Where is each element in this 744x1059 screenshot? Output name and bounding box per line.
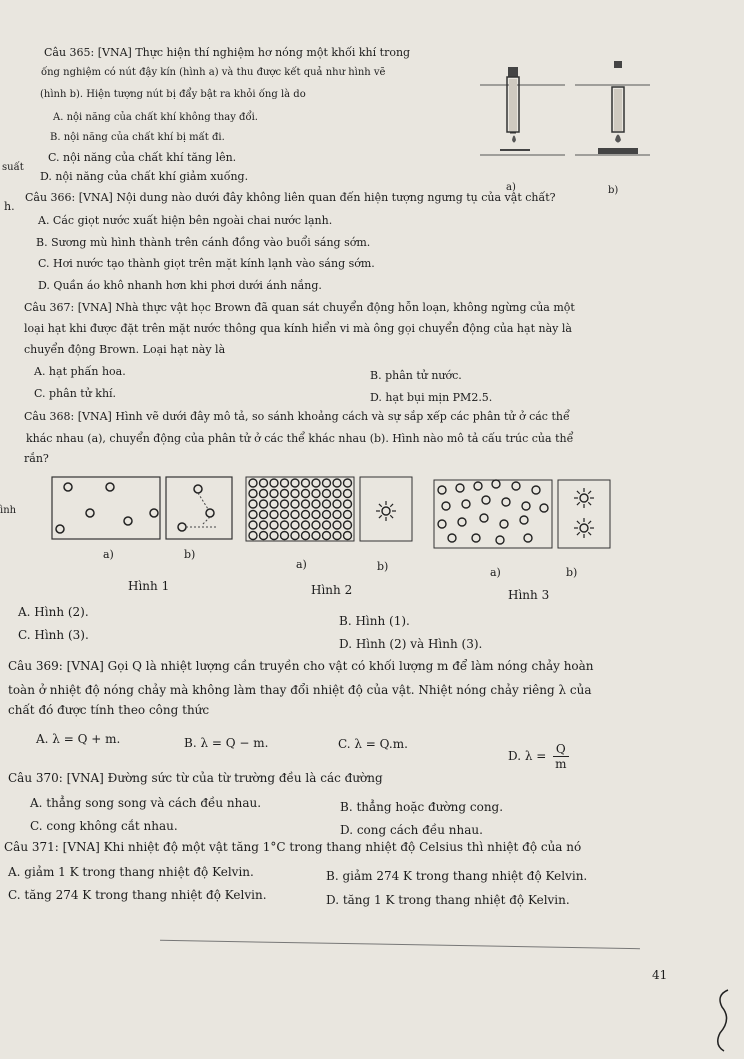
solid-molecule: [333, 500, 341, 508]
sub-label-a: a): [490, 566, 501, 579]
margin-mark: suất: [2, 162, 24, 173]
liquid-molecule: [458, 518, 466, 526]
margin-mark: h.: [4, 200, 15, 213]
solid-molecule: [323, 479, 331, 487]
option-a: A. λ = Q + m.: [36, 732, 121, 746]
motion-tick: [379, 515, 382, 518]
option-a: A. giảm 1 K trong thang nhiệt độ Kelvin.: [8, 865, 254, 879]
option-b: B. nội năng của chất khí bị mất đi.: [50, 132, 225, 143]
option-c: C. cong không cắt nhau.: [30, 819, 178, 833]
solid-molecule: [312, 532, 320, 540]
motion-tick: [390, 504, 393, 507]
option-c: C. λ = Q.m.: [338, 737, 408, 751]
solid-molecule: [344, 479, 352, 487]
question-stem: chất đó được tính theo công thức: [8, 703, 210, 717]
solid-molecule: [249, 500, 257, 508]
figure-frame: [434, 480, 552, 548]
liquid-molecule: [496, 536, 504, 544]
liquid-molecule: [512, 482, 520, 490]
option-c: C. Hơi nước tạo thành giọt trên mặt kính lạnh vào sáng sớm.: [38, 257, 375, 270]
solid-molecule: [281, 521, 289, 529]
option-a: A. hạt phấn hoa.: [34, 365, 126, 378]
option-b: B. thẳng hoặc đường cong.: [340, 800, 504, 814]
liquid-molecule: [456, 484, 464, 492]
solid-molecule: [344, 511, 352, 519]
liquid-molecule: [524, 534, 532, 542]
solid-molecule: [249, 479, 257, 487]
question-stem: loại hạt khi được đặt trên mặt nước thông qua kính hiển vi mà ông gọi chuyển động của hạt này là: [24, 322, 572, 335]
question-stem: Câu 365: [VNA] Thực hiện thí nghiệm hơ nóng một khối khí trong: [44, 46, 411, 59]
solid-molecule: [291, 479, 299, 487]
solid-molecule: [291, 521, 299, 529]
option-d: D. cong cách đều nhau.: [340, 823, 483, 837]
option-d: D. Hình (2) và Hình (3).: [339, 637, 483, 651]
liquid-molecule: [474, 482, 482, 490]
solid-molecule: [249, 511, 257, 519]
solid-molecule: [249, 532, 257, 540]
solid-molecule: [333, 532, 341, 540]
solid-molecule: [333, 490, 341, 498]
page-number: 41: [652, 968, 668, 982]
sub-label-a: a): [296, 558, 307, 571]
solid-molecule: [249, 490, 257, 498]
liquid-molecule: [480, 514, 488, 522]
solid-molecule: [323, 500, 331, 508]
solid-molecule: [249, 521, 257, 529]
solid-molecule: [312, 479, 320, 487]
option-c: C. Hình (3).: [18, 628, 89, 642]
solid-molecule: [270, 511, 278, 519]
liquid-molecule: [438, 486, 446, 494]
option-c: C. nội năng của chất khí tăng lên.: [48, 151, 237, 164]
test-tube-figure: [470, 55, 670, 195]
question-stem: Câu 371: [VNA] Khi nhiệt độ một vật tăng 1°C trong thang nhiệt độ Celsius thì nhiệt độ của nó: [4, 840, 582, 854]
solid-molecule: [291, 532, 299, 540]
option-b: B. phân tử nước.: [370, 369, 462, 382]
option-d: [508, 742, 569, 771]
figure-3-liquid: [432, 478, 612, 553]
liquid-molecule: [520, 516, 528, 524]
option-d-prefix: D. λ =: [508, 749, 547, 763]
solid-molecule: [312, 490, 320, 498]
liquid-molecule: [448, 534, 456, 542]
vibrating-molecule: [382, 507, 390, 515]
solid-molecule: [312, 511, 320, 519]
solid-molecule: [291, 511, 299, 519]
option-b: B. giảm 274 K trong thang nhiệt độ Kelvin.: [326, 869, 588, 883]
solid-molecule: [302, 490, 310, 498]
solid-molecule: [260, 532, 268, 540]
solid-molecule: [281, 500, 289, 508]
solid-molecule: [323, 511, 331, 519]
solid-molecule: [344, 532, 352, 540]
fraction-denominator: m: [555, 757, 567, 771]
sub-label-b: b): [566, 566, 578, 579]
solid-molecule: [333, 479, 341, 487]
figure-label-a: a): [506, 182, 516, 193]
option-d: D. tăng 1 K trong thang nhiệt độ Kelvin.: [326, 893, 570, 907]
solid-molecule: [270, 500, 278, 508]
motion-tick: [577, 502, 580, 505]
solid-molecule: [260, 490, 268, 498]
solid-molecule: [312, 521, 320, 529]
motion-tick: [390, 515, 393, 518]
footer-rule: [160, 940, 640, 949]
solid-molecule: [344, 490, 352, 498]
question-stem: Câu 366: [VNA] Nội dung nào dưới đây không liên quan đến hiện tượng ngưng tụ của vật chất?: [25, 191, 556, 204]
solid-molecule: [344, 500, 352, 508]
liquid-molecule: [482, 496, 490, 504]
question-stem: toàn ở nhiệt độ nóng chảy mà không làm thay đổi nhiệt độ của vật. Nhiệt nóng chảy riêng λ của: [8, 683, 592, 697]
solid-molecule: [270, 532, 278, 540]
solid-molecule: [344, 521, 352, 529]
figure-frame: [360, 477, 412, 541]
motion-tick: [379, 504, 382, 507]
question-stem: rắn?: [24, 452, 49, 465]
solid-molecule: [270, 521, 278, 529]
solid-molecule: [333, 521, 341, 529]
solid-molecule: [302, 500, 310, 508]
figure-label-b: b): [608, 185, 619, 196]
vibrating-molecule: [580, 524, 588, 532]
liquid-molecule: [522, 502, 530, 510]
liquid-molecule: [438, 520, 446, 528]
question-stem: chuyển động Brown. Loại hạt này là: [24, 343, 226, 356]
question-stem: ống nghiệm có nút đậy kín (hình a) và thu được kết quả như hình vẽ: [41, 67, 386, 78]
motion-tick: [577, 532, 580, 535]
solid-molecule: [260, 479, 268, 487]
question-stem: Câu 370: [VNA] Đường sức từ của từ trường đều là các đường: [8, 771, 383, 785]
option-b: B. Sương mù hình thành trên cánh đồng vào buổi sáng sớm.: [36, 236, 371, 249]
motion-tick: [588, 521, 591, 524]
solid-molecule: [302, 532, 310, 540]
figure-2-solid: [244, 475, 414, 545]
vibrating-molecule: [580, 494, 588, 502]
sub-label-b: b): [184, 548, 196, 561]
option-c: C. tăng 274 K trong thang nhiệt độ Kelvin.: [8, 888, 267, 902]
figure-1-gas: [50, 475, 235, 545]
solid-molecule: [291, 500, 299, 508]
option-a: A. thẳng song song và cách đều nhau.: [30, 796, 262, 810]
motion-tick: [577, 521, 580, 524]
liquid-molecule: [540, 504, 548, 512]
option-d: D. Quần áo khô nhanh hơn khi phơi dưới ánh nắng.: [38, 279, 322, 292]
motion-tick: [577, 491, 580, 494]
solid-molecule: [281, 490, 289, 498]
solid-molecule: [281, 511, 289, 519]
motion-tick: [588, 532, 591, 535]
option-a: A. Các giọt nước xuất hiện bên ngoài chai nước lạnh.: [38, 214, 333, 227]
solid-molecule: [270, 490, 278, 498]
sub-label-b: b): [377, 560, 389, 573]
liquid-molecule: [500, 520, 508, 528]
solid-molecule: [323, 532, 331, 540]
liquid-molecule: [502, 498, 510, 506]
solid-molecule: [281, 532, 289, 540]
liquid-molecule: [442, 502, 450, 510]
margin-mark: ình: [0, 505, 17, 516]
solid-molecule: [302, 521, 310, 529]
sub-label-a: a): [103, 548, 114, 561]
figure-title-1: Hình 1: [128, 579, 170, 593]
solid-molecule: [260, 511, 268, 519]
solid-molecule: [323, 521, 331, 529]
solid-molecule: [260, 521, 268, 529]
solid-molecule: [260, 500, 268, 508]
motion-tick: [588, 491, 591, 494]
question-stem: (hình b). Hiện tượng nút bị đẩy bật ra khỏi ống là do: [40, 89, 306, 100]
liquid-molecule: [472, 534, 480, 542]
solid-molecule: [312, 500, 320, 508]
fraction-numerator: Q: [553, 742, 568, 757]
option-b: B. λ = Q − m.: [184, 736, 269, 750]
option-b: B. Hình (1).: [339, 614, 410, 628]
solid-molecule: [302, 479, 310, 487]
solid-molecule: [291, 490, 299, 498]
solid-molecule: [333, 511, 341, 519]
question-stem: Câu 367: [VNA] Nhà thực vật học Brown đã quan sát chuyển động hỗn loạn, không ngừng của một: [24, 301, 575, 314]
option-c: C. phân tử khí.: [34, 387, 117, 400]
liquid-molecule: [492, 480, 500, 488]
liquid-molecule: [532, 486, 540, 494]
solid-molecule: [281, 479, 289, 487]
figure-title-3: Hình 3: [508, 588, 550, 602]
option-d: D. hạt bụi mịn PM2.5.: [370, 391, 493, 404]
question-stem: Câu 369: [VNA] Gọi Q là nhiệt lượng cần truyền cho vật có khối lượng m để làm nóng chảy hoàn: [8, 659, 594, 673]
question-stem: khác nhau (a), chuyển động của phân tử ở các thể khác nhau (b). Hình nào mô tả cấu trúc của thể: [26, 432, 574, 445]
margin-scribble: [708, 985, 738, 1055]
question-stem: Câu 368: [VNA] Hình vẽ dưới đây mô tả, so sánh khoảng cách và sự sắp xếp các phân tử ở các thể: [24, 410, 570, 423]
motion-tick: [588, 502, 591, 505]
liquid-molecule: [462, 500, 470, 508]
solid-molecule: [323, 490, 331, 498]
option-a: A. Hình (2).: [18, 605, 89, 619]
option-a: A. nội năng của chất khí không thay đổi.: [53, 112, 258, 123]
solid-molecule: [270, 479, 278, 487]
solid-molecule: [302, 511, 310, 519]
figure-title-2: Hình 2: [311, 583, 353, 597]
option-d: D. nội năng của chất khí giảm xuống.: [40, 170, 249, 183]
fraction: [553, 742, 568, 771]
